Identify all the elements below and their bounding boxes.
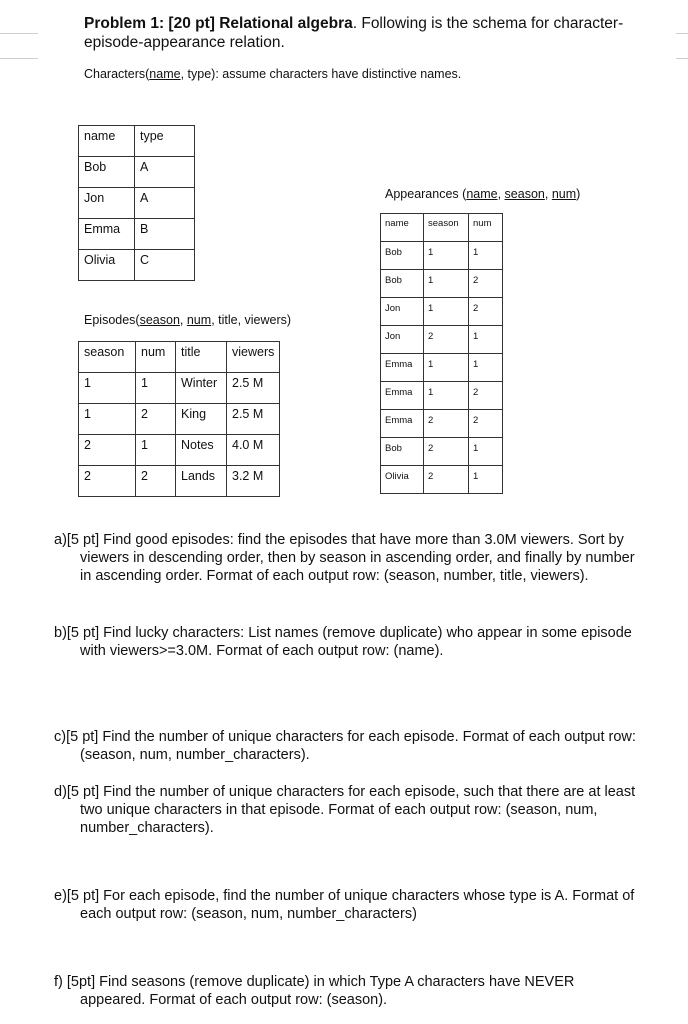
question-c	[54, 728, 640, 764]
table-cell: 1	[424, 354, 469, 382]
table-cell: Bob	[381, 242, 424, 270]
table-header: title	[176, 342, 227, 373]
characters-schema	[84, 67, 461, 82]
schema-prefix: Episodes(	[84, 313, 140, 327]
table-cell: Jon	[381, 298, 424, 326]
table-cell: Bob	[381, 270, 424, 298]
question-b	[54, 624, 640, 660]
appearances-table	[380, 213, 503, 494]
question-a	[54, 531, 640, 585]
table-cell: 2	[136, 466, 176, 497]
table-cell: 1	[136, 373, 176, 404]
table-cell: 2.5 M	[227, 404, 280, 435]
table-cell: 1	[424, 382, 469, 410]
problem-heading	[84, 14, 654, 52]
table-cell: 2.5 M	[227, 373, 280, 404]
table-header: season	[79, 342, 136, 373]
table-cell: 2	[424, 466, 469, 494]
table-cell: Olivia	[381, 466, 424, 494]
table-cell: 2	[469, 298, 503, 326]
table-cell: 1	[469, 438, 503, 466]
scan-edge-line	[676, 58, 688, 59]
table-cell: Jon	[79, 188, 135, 219]
question-text: e)[5 pt] For each episode, find the number of unique characters whose type is A. Format of each output row: (season, num, number_characters)	[54, 888, 635, 922]
table-cell: 2	[469, 382, 503, 410]
table-cell: 1	[136, 435, 176, 466]
schema-key: season	[139, 313, 180, 327]
schema-rest: , title, viewers)	[211, 313, 292, 327]
table-cell: Emma	[381, 354, 424, 382]
table-cell: 4.0 M	[227, 435, 280, 466]
table-cell: Emma	[381, 410, 424, 438]
table-cell: Olivia	[79, 250, 135, 281]
table-cell: Jon	[381, 326, 424, 354]
table-header: viewers	[227, 342, 280, 373]
question-f	[54, 973, 640, 1009]
table-cell: 1	[79, 404, 136, 435]
table-cell: 1	[469, 354, 503, 382]
scan-edge-line	[0, 58, 38, 59]
episodes-schema	[84, 313, 291, 328]
table-cell: 1	[424, 242, 469, 270]
table-cell: Emma	[79, 219, 135, 250]
table-cell: Bob	[79, 157, 135, 188]
table-cell: 2	[469, 270, 503, 298]
table-cell: 1	[79, 373, 136, 404]
table-cell: Bob	[381, 438, 424, 466]
table-header: num	[469, 214, 503, 242]
table-cell: A	[135, 188, 195, 219]
table-cell: 1	[424, 298, 469, 326]
table-cell: 2	[469, 410, 503, 438]
problem-heading-bold: Problem 1: [20 pt] Relational algebra	[84, 15, 353, 32]
schema-rest: , type): assume characters have distinctive names.	[180, 67, 462, 81]
question-text: f) [5pt] Find seasons (remove duplicate) in which Type A characters have NEVER appeared. Format of each output row: (season).	[54, 974, 575, 1008]
table-header: season	[424, 214, 469, 242]
table-cell: Emma	[381, 382, 424, 410]
table-cell: 2	[136, 404, 176, 435]
table-cell: Notes	[176, 435, 227, 466]
table-cell: 1	[424, 270, 469, 298]
table-cell: King	[176, 404, 227, 435]
question-text: c)[5 pt] Find the number of unique characters for each episode. Format of each output row: (season, num, number_characters).	[54, 729, 636, 763]
table-cell: 3.2 M	[227, 466, 280, 497]
table-cell: A	[135, 157, 195, 188]
table-header: name	[79, 126, 135, 157]
appearances-schema	[385, 187, 580, 202]
schema-sep: ,	[497, 187, 505, 201]
scan-edge-line	[676, 33, 688, 34]
schema-prefix: Characters(	[84, 67, 150, 81]
table-cell: 1	[469, 242, 503, 270]
table-cell: 1	[469, 466, 503, 494]
question-e	[54, 887, 640, 923]
schema-key: num	[186, 313, 212, 327]
episodes-table	[78, 341, 280, 497]
table-cell: B	[135, 219, 195, 250]
question-text: d)[5 pt] Find the number of unique characters for each episode, such that there are at least two unique characters in that episode. Format of each output row: (season, num, number_characters).	[54, 784, 636, 836]
table-cell: 2	[424, 326, 469, 354]
problem-heading-rest: . Following is the schema for character-episode-appearance relation.	[84, 15, 624, 51]
schema-suffix: )	[576, 187, 581, 201]
schema-key: name	[149, 67, 181, 81]
table-header: name	[381, 214, 424, 242]
table-cell: Lands	[176, 466, 227, 497]
schema-key: num	[551, 187, 577, 201]
table-cell: 2	[424, 438, 469, 466]
characters-table	[78, 125, 195, 281]
table-cell: C	[135, 250, 195, 281]
table-cell: 2	[79, 435, 136, 466]
table-cell: 2	[424, 410, 469, 438]
schema-key: season	[504, 187, 545, 201]
table-header: type	[135, 126, 195, 157]
question-d	[54, 783, 640, 837]
table-cell: 2	[79, 466, 136, 497]
schema-prefix: Appearances (	[385, 187, 467, 201]
schema-key: name	[466, 187, 498, 201]
scan-edge-line	[0, 33, 38, 34]
table-cell: Winter	[176, 373, 227, 404]
question-text: a)[5 pt] Find good episodes: find the episodes that have more than 3.0M viewers. Sort by viewers in descending order, then by season in ascending order, and finally by number in ascending order. Format of each output row: (season, number, title, viewers).	[54, 532, 635, 584]
table-header: num	[136, 342, 176, 373]
schema-sep: ,	[179, 313, 187, 327]
table-cell: 1	[469, 326, 503, 354]
schema-sep: ,	[544, 187, 552, 201]
question-text: b)[5 pt] Find lucky characters: List names (remove duplicate) who appear in some episode with viewers>=3.0M. Format of each output row: (name).	[54, 625, 632, 659]
